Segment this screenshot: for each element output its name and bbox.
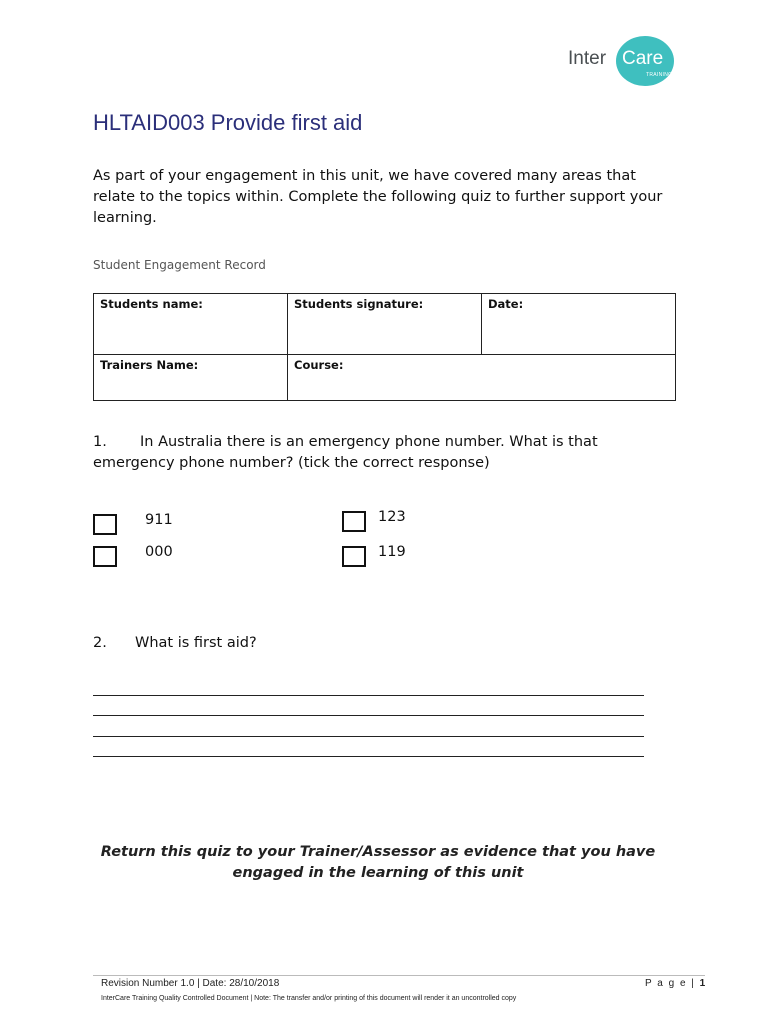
engagement-record-table (93, 293, 676, 401)
option-label: 911 (145, 512, 173, 528)
date-label: Date: (488, 297, 524, 311)
answer-line[interactable] (93, 736, 644, 737)
return-instructions: Return this quiz to your Trainer/Assessor as evidence that you have engaged in the learning of this unit (100, 844, 656, 881)
question-1 (93, 432, 653, 474)
footer-divider (93, 975, 705, 976)
footer-note: InterCare Training Quality Controlled Document | Note: The transfer and/or printing of this document will render it an uncontrolled copy (101, 995, 517, 1002)
question-2-number: 2. (93, 635, 107, 651)
page-label: P a g e | (645, 978, 696, 989)
question-1-number: 1. (93, 434, 107, 450)
students-signature-label: Students signature: (294, 297, 424, 311)
option-label: 000 (145, 544, 173, 560)
option-label: 119 (378, 544, 406, 560)
intro-paragraph: As part of your engagement in this unit, we have covered many areas that relate to the topics within. Complete the following quiz to further support your learning. (93, 168, 663, 226)
trainers-name-label: Trainers Name: (100, 358, 199, 372)
students-name-field[interactable] (94, 294, 288, 355)
page-title: HLTAID003 Provide first aid (93, 110, 363, 135)
record-label: Student Engagement Record (93, 258, 266, 272)
checkbox[interactable] (93, 514, 117, 535)
answer-line[interactable] (93, 756, 644, 757)
footer-page (645, 978, 705, 989)
trainers-name-field[interactable] (94, 355, 288, 401)
students-name-label: Students name: (100, 297, 203, 311)
logo-text-training: TRAINING (646, 72, 673, 78)
course-label: Course: (294, 358, 344, 372)
page-number: 1 (699, 978, 706, 989)
option-label: 123 (378, 509, 406, 525)
question-2 (93, 635, 257, 651)
students-signature-field[interactable] (288, 294, 482, 355)
checkbox[interactable] (342, 511, 366, 532)
course-field[interactable] (288, 355, 676, 401)
question-2-text: What is first aid? (135, 635, 257, 651)
answer-line[interactable] (93, 695, 644, 696)
answer-line[interactable] (93, 715, 644, 716)
date-field[interactable] (482, 294, 676, 355)
question-1-text: In Australia there is an emergency phone number. What is that emergency phone number? (tick the correct response) (93, 434, 598, 471)
logo-text-inter: Inter (568, 48, 607, 69)
checkbox[interactable] (342, 546, 366, 567)
checkbox[interactable] (93, 546, 117, 567)
footer-revision: Revision Number 1.0 | Date: 28/10/2018 (101, 978, 280, 989)
logo-text-care: Care (622, 48, 664, 69)
intercare-logo (568, 36, 680, 86)
